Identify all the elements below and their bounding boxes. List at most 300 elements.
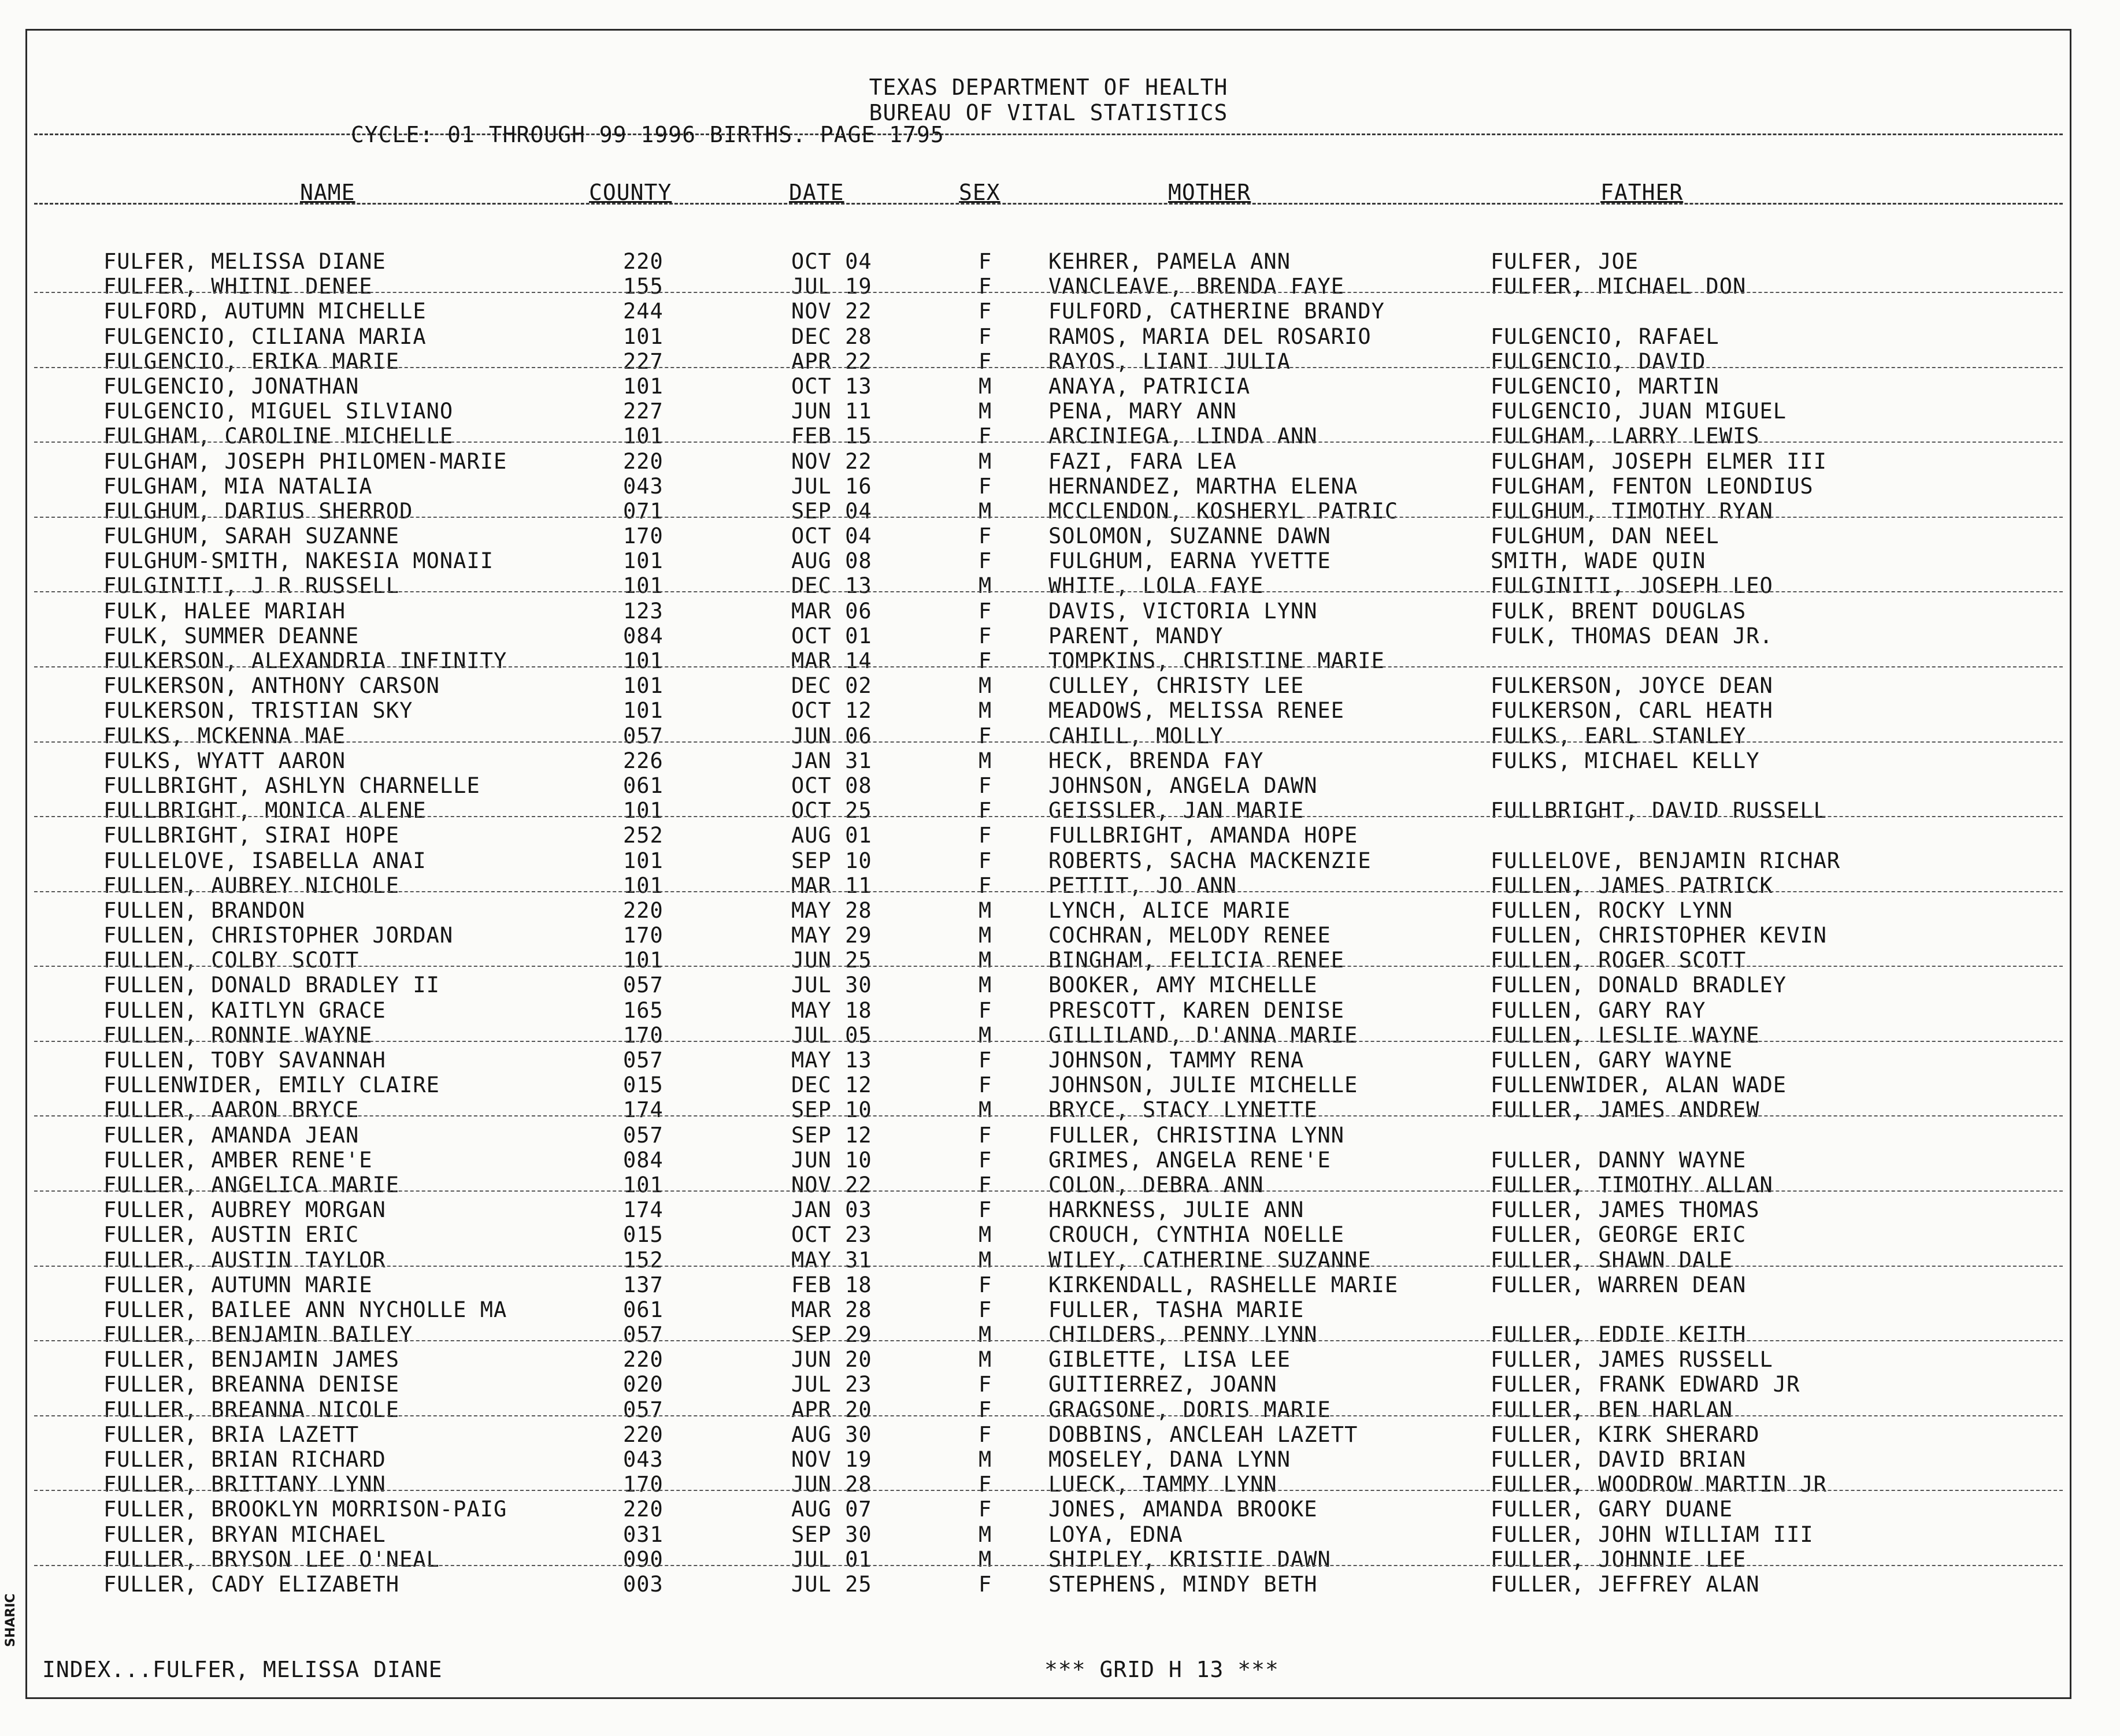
record-county: 170 [623,1022,664,1048]
record-mother: ANAYA, PATRICIA [1048,373,1251,399]
record-mother: STEPHENS, MINDY BETH [1048,1571,1318,1597]
record-name: FULLER, BRITTANY LYNN [103,1472,386,1497]
record-father: FULLER, KIRK SHERARD [1491,1422,1760,1447]
birth-records-table [27,250,2070,1598]
record-sex: F [979,274,992,299]
record-mother: RAMOS, MARIA DEL ROSARIO [1048,324,1372,349]
record-mother: JOHNSON, TAMMY RENA [1048,1048,1304,1073]
bureau-title: BUREAU OF VITAL STATISTICS [869,100,1228,125]
record-mother: WILEY, CATHERINE SUZANNE [1048,1247,1372,1273]
record-county: 101 [623,1172,664,1197]
record-date: OCT 04 [791,524,872,549]
table-row [27,1523,2070,1548]
table-row [27,550,2070,574]
record-sex: F [979,848,992,873]
record-county: 155 [623,274,664,299]
record-date: SEP 10 [791,1097,872,1123]
record-county: 101 [623,873,664,898]
record-name: FULLER, AUSTIN ERIC [103,1222,359,1248]
record-date: JUL 25 [791,1571,872,1597]
table-row [27,1299,2070,1323]
record-father: FULLEN, ROCKY LYNN [1491,897,1733,923]
record-father: FULLELOVE, BENJAMIN RICHAR [1491,848,1841,873]
record-mother: PENA, MARY ANN [1048,399,1237,424]
record-county: 101 [623,648,664,673]
record-father: FULLEN, ROGER SCOTT [1491,948,1747,973]
record-date: AUG 08 [791,548,872,574]
record-date: SEP 30 [791,1522,872,1547]
table-row [27,1024,2070,1049]
record-father: FULLEN, JAMES PATRICK [1491,873,1773,898]
table-row [27,899,2070,924]
record-date: JUN 11 [791,399,872,424]
record-county: 101 [623,424,664,449]
record-date: JUL 23 [791,1372,872,1397]
table-row [27,1124,2070,1149]
record-name: FULLEN, TOBY SAVANNAH [103,1048,386,1073]
record-sex: F [979,1472,992,1497]
record-sex: M [979,948,992,973]
record-county: 170 [623,1472,664,1497]
table-row [27,949,2070,974]
record-name: FULLEN, CHRISTOPHER JORDAN [103,923,454,948]
table-row [27,799,2070,824]
table-row [27,475,2070,500]
record-name: FULKERSON, TRISTIAN SKY [103,698,413,724]
record-date: NOV 22 [791,448,872,474]
record-name: FULFER, MELISSA DIANE [103,249,386,274]
table-row [27,650,2070,674]
record-mother: JONES, AMANDA BROOKE [1048,1497,1318,1522]
table-row [27,325,2070,350]
record-county: 057 [623,973,664,998]
record-name: FULLENWIDER, EMILY CLAIRE [103,1073,440,1098]
record-father: FULGHUM, TIMOTHY RYAN [1491,498,1773,524]
record-county: 123 [623,598,664,624]
record-date: APR 20 [791,1397,872,1422]
record-date: JAN 31 [791,748,872,773]
record-mother: FULLBRIGHT, AMANDA HOPE [1048,823,1358,848]
record-mother: DOBBINS, ANCLEAH LAZETT [1048,1422,1358,1447]
record-sex: F [979,873,992,898]
record-father: FULLER, TIMOTHY ALLAN [1491,1172,1773,1197]
record-mother: GIBLETTE, LISA LEE [1048,1347,1291,1373]
record-name: FULGINITI, J R RUSSELL [103,573,400,599]
record-date: NOV 22 [791,1172,872,1197]
record-date: JUN 10 [791,1147,872,1173]
record-father: FULGINITI, JOSEPH LEO [1491,573,1773,599]
record-mother: MOSELEY, DANA LYNN [1048,1447,1291,1472]
record-father: FULLER, GARY DUANE [1491,1497,1733,1522]
record-name: FULLER, AMBER RENE'E [103,1147,373,1173]
record-mother: GRAGSONE, DORIS MARIE [1048,1397,1331,1422]
record-father: FULGHAM, FENTON LEONDIUS [1491,473,1814,499]
record-name: FULLER, CADY ELIZABETH [103,1571,400,1597]
record-name: FULLER, BAILEE ANN NYCHOLLE MA [103,1297,507,1322]
record-date: JUN 25 [791,948,872,973]
record-county: 015 [623,1073,664,1098]
table-row [27,574,2070,599]
record-sex: M [979,748,992,773]
record-sex: F [979,1073,992,1098]
record-sex: M [979,1522,992,1547]
record-mother: HECK, BRENDA FAY [1048,748,1264,773]
record-mother: CROUCH, CYNTHIA NOELLE [1048,1222,1345,1248]
record-county: 031 [623,1522,664,1547]
record-county: 244 [623,299,664,324]
record-father: FULLER, WARREN DEAN [1491,1272,1747,1297]
record-name: FULGHUM-SMITH, NAKESIA MONAII [103,548,494,574]
column-header-rule [34,203,2063,205]
record-name: FULFER, WHITNI DENEE [103,274,373,299]
record-date: MAR 28 [791,1297,872,1322]
table-row [27,1473,2070,1498]
record-mother: GRIMES, ANGELA RENE'E [1048,1147,1331,1173]
table-row [27,1074,2070,1099]
department-title: TEXAS DEPARTMENT OF HEALTH [869,75,1228,100]
record-mother: KIRKENDALL, RASHELLE MARIE [1048,1272,1399,1297]
table-row [27,1174,2070,1199]
record-county: 015 [623,1222,664,1248]
record-date: NOV 22 [791,299,872,324]
record-mother: MCCLENDON, KOSHERYL PATRIC [1048,498,1399,524]
record-father: FULGENCIO, JUAN MIGUEL [1491,399,1787,424]
record-mother: PRESCOTT, KAREN DENISE [1048,997,1345,1023]
record-county: 174 [623,1097,664,1123]
record-sex: F [979,424,992,449]
table-row [27,1199,2070,1223]
record-name: FULLER, AUBREY MORGAN [103,1197,386,1223]
record-mother: FULFORD, CATHERINE BRANDY [1048,299,1385,324]
record-mother: CHILDERS, PENNY LYNN [1048,1322,1318,1348]
record-sex: M [979,1022,992,1048]
record-name: FULLER, AUTUMN MARIE [103,1272,373,1297]
record-name: FULLER, BRIA LAZETT [103,1422,359,1447]
record-name: FULLER, AMANDA JEAN [103,1122,359,1148]
record-mother: FULLER, CHRISTINA LYNN [1048,1122,1345,1148]
record-county: 101 [623,948,664,973]
cycle-info: CYCLE: 01 THROUGH 99 1996 BIRTHS. PAGE 1795 [351,122,944,147]
table-row [27,924,2070,949]
column-header-father: FATHER [1600,180,1684,205]
table-row [27,774,2070,799]
record-sex: F [979,773,992,798]
record-sex: M [979,673,992,699]
record-mother: RAYOS, LIANI JULIA [1048,348,1291,374]
record-name: FULLELOVE, ISABELLA ANAI [103,848,427,873]
record-sex: M [979,448,992,474]
record-name: FULLER, BENJAMIN JAMES [103,1347,400,1373]
record-date: DEC 28 [791,324,872,349]
record-name: FULLEN, KAITLYN GRACE [103,997,386,1023]
record-mother: BRYCE, STACY LYNETTE [1048,1097,1318,1123]
record-date: JUL 05 [791,1022,872,1048]
record-date: OCT 12 [791,698,872,724]
record-sex: F [979,299,992,324]
record-sex: F [979,473,992,499]
record-sex: M [979,1347,992,1373]
column-header-sex: SEX [959,180,1000,205]
record-county: 043 [623,473,664,499]
record-sex: F [979,1122,992,1148]
record-father: FULFER, MICHAEL DON [1491,274,1747,299]
record-county: 057 [623,1048,664,1073]
record-father: FULLEN, CHRISTOPHER KEVIN [1491,923,1827,948]
table-row [27,874,2070,899]
record-father: SMITH, WADE QUIN [1491,548,1706,574]
record-date: MAR 14 [791,648,872,673]
record-mother: JOHNSON, JULIE MICHELLE [1048,1073,1358,1098]
record-mother: FULGHUM, EARNA YVETTE [1048,548,1331,574]
record-sex: F [979,1048,992,1073]
record-county: 252 [623,823,664,848]
record-mother: ARCINIEGA, LINDA ANN [1048,424,1318,449]
record-mother: PETTIT, JO ANN [1048,873,1237,898]
record-sex: M [979,1247,992,1273]
record-county: 084 [623,1147,664,1173]
record-mother: FULLER, TASHA MARIE [1048,1297,1304,1322]
record-name: FULLER, AUSTIN TAYLOR [103,1247,386,1273]
record-name: FULGHAM, CAROLINE MICHELLE [103,424,454,449]
column-header-date: DATE [789,180,844,205]
record-county: 227 [623,399,664,424]
record-county: 057 [623,1397,664,1422]
record-date: MAY 28 [791,897,872,923]
record-sex: F [979,1272,992,1297]
record-mother: SOLOMON, SUZANNE DAWN [1048,524,1331,549]
record-name: FULGENCIO, JONATHAN [103,373,359,399]
record-father: FULLER, JAMES ANDREW [1491,1097,1760,1123]
record-sex: F [979,1397,992,1422]
record-date: AUG 01 [791,823,872,848]
record-sex: F [979,348,992,374]
record-mother: HARKNESS, JULIE ANN [1048,1197,1304,1223]
record-sex: M [979,1546,992,1572]
record-father: FULK, THOMAS DEAN JR. [1491,623,1773,648]
table-row [27,500,2070,525]
record-date: NOV 19 [791,1447,872,1472]
record-date: MAY 18 [791,997,872,1023]
record-date: AUG 30 [791,1422,872,1447]
record-father: FULLENWIDER, ALAN WADE [1491,1073,1787,1098]
record-name: FULLER, BROOKLYN MORRISON-PAIG [103,1497,507,1522]
record-county: 084 [623,623,664,648]
table-row [27,1348,2070,1373]
column-header-mother: MOTHER [1168,180,1251,205]
record-father: FULLER, EDDIE KEITH [1491,1322,1747,1348]
record-father: FULLER, BEN HARLAN [1491,1397,1733,1422]
table-row [27,725,2070,750]
record-county: 220 [623,1347,664,1373]
column-header-name: NAME [300,180,355,205]
record-father: FULLER, SHAWN DALE [1491,1247,1733,1273]
record-date: OCT 25 [791,798,872,824]
record-county: 020 [623,1372,664,1397]
record-date: JUL 30 [791,973,872,998]
record-father: FULLER, GEORGE ERIC [1491,1222,1747,1248]
table-row [27,850,2070,874]
table-row [27,750,2070,774]
record-date: DEC 13 [791,573,872,599]
record-father: FULLER, JOHNNIE LEE [1491,1546,1747,1572]
record-date: SEP 04 [791,498,872,524]
record-date: MAY 31 [791,1247,872,1273]
table-row [27,1373,2070,1398]
record-date: SEP 12 [791,1122,872,1148]
record-father: FULGHAM, JOSEPH ELMER III [1491,448,1827,474]
record-date: OCT 04 [791,249,872,274]
record-date: JUN 28 [791,1472,872,1497]
record-sex: F [979,548,992,574]
record-father: FULGHUM, DAN NEEL [1491,524,1719,549]
record-sex: M [979,498,992,524]
record-mother: GILLILAND, D'ANNA MARIE [1048,1022,1358,1048]
table-row [27,999,2070,1024]
table-row [27,1399,2070,1423]
record-father: FULLEN, GARY RAY [1491,997,1706,1023]
table-row [27,1573,2070,1598]
table-row [27,674,2070,699]
record-county: 057 [623,723,664,748]
record-sex: F [979,1147,992,1173]
record-sex: F [979,1422,992,1447]
record-mother: PARENT, MANDY [1048,623,1224,648]
table-row [27,1423,2070,1448]
record-mother: LYNCH, ALICE MARIE [1048,897,1291,923]
record-father: FULKS, MICHAEL KELLY [1491,748,1760,773]
record-name: FULKERSON, ANTHONY CARSON [103,673,440,699]
record-father: FULLER, DANNY WAYNE [1491,1147,1747,1173]
table-row [27,974,2070,999]
record-mother: GEISSLER, JAN MARIE [1048,798,1304,824]
record-county: 227 [623,348,664,374]
table-row [27,400,2070,425]
record-mother: BOOKER, AMY MICHELLE [1048,973,1318,998]
table-row [27,824,2070,849]
record-county: 101 [623,848,664,873]
record-father: FULGENCIO, DAVID [1491,348,1706,374]
record-date: MAR 11 [791,873,872,898]
record-date: JUL 01 [791,1546,872,1572]
table-row [27,1498,2070,1523]
record-county: 090 [623,1546,664,1572]
record-father: FULLER, WOODROW MARTIN JR [1491,1472,1827,1497]
record-sex: F [979,623,992,648]
record-date: APR 22 [791,348,872,374]
record-sex: F [979,823,992,848]
record-sex: M [979,1222,992,1248]
record-mother: CULLEY, CHRISTY LEE [1048,673,1304,699]
record-father: FULLEN, GARY WAYNE [1491,1048,1733,1073]
record-county: 165 [623,997,664,1023]
page-frame [25,29,2071,1699]
side-label: SHARIC [3,1593,18,1647]
table-row [27,450,2070,475]
record-sex: F [979,1297,992,1322]
record-county: 061 [623,773,664,798]
record-father: FULLER, FRANK EDWARD JR [1491,1372,1800,1397]
record-date: MAY 29 [791,923,872,948]
record-date: FEB 18 [791,1272,872,1297]
record-sex: F [979,598,992,624]
record-father: FULLEN, DONALD BRADLEY [1491,973,1787,998]
record-name: FULLER, AARON BRYCE [103,1097,359,1123]
record-date: DEC 02 [791,673,872,699]
record-name: FULLBRIGHT, ASHLYN CHARNELLE [103,773,480,798]
table-row [27,699,2070,724]
record-county: 220 [623,897,664,923]
record-mother: COLON, DEBRA ANN [1048,1172,1264,1197]
record-date: OCT 13 [791,373,872,399]
table-row [27,1049,2070,1074]
record-father: FULFER, JOE [1491,249,1639,274]
record-county: 061 [623,1297,664,1322]
record-sex: F [979,1172,992,1197]
record-date: OCT 01 [791,623,872,648]
record-county: 043 [623,1447,664,1472]
record-county: 170 [623,923,664,948]
record-father: FULLBRIGHT, DAVID RUSSELL [1491,798,1827,824]
record-father: FULK, BRENT DOUGLAS [1491,598,1747,624]
record-county: 152 [623,1247,664,1273]
record-county: 220 [623,1422,664,1447]
record-father: FULLER, JAMES THOMAS [1491,1197,1760,1223]
record-county: 220 [623,448,664,474]
record-sex: M [979,1322,992,1348]
table-row [27,625,2070,650]
record-name: FULLER, BREANNA NICOLE [103,1397,400,1422]
record-date: FEB 15 [791,424,872,449]
table-row [27,1323,2070,1348]
record-name: FULLER, BRIAN RICHARD [103,1447,386,1472]
record-sex: F [979,1571,992,1597]
record-mother: GUITIERREZ, JOANN [1048,1372,1277,1397]
record-county: 101 [623,798,664,824]
record-date: SEP 29 [791,1322,872,1348]
record-county: 101 [623,573,664,599]
record-county: 220 [623,249,664,274]
record-name: FULKERSON, ALEXANDRIA INFINITY [103,648,507,673]
record-date: MAR 06 [791,598,872,624]
record-sex: F [979,1197,992,1223]
record-county: 101 [623,324,664,349]
record-father: FULKS, EARL STANLEY [1491,723,1747,748]
record-date: JUL 19 [791,274,872,299]
record-father: FULLEN, LESLIE WAYNE [1491,1022,1760,1048]
record-date: MAY 13 [791,1048,872,1073]
record-sex: F [979,1372,992,1397]
record-name: FULGHAM, JOSEPH PHILOMEN-MARIE [103,448,507,474]
record-father: FULLER, DAVID BRIAN [1491,1447,1747,1472]
record-name: FULLEN, DONALD BRADLEY II [103,973,440,998]
record-sex: F [979,798,992,824]
table-row [27,525,2070,550]
record-sex: M [979,973,992,998]
record-date: JAN 03 [791,1197,872,1223]
record-name: FULKS, MCKENNA MAE [103,723,346,748]
record-mother: COCHRAN, MELODY RENEE [1048,923,1331,948]
record-name: FULGENCIO, ERIKA MARIE [103,348,400,374]
record-mother: JOHNSON, ANGELA DAWN [1048,773,1318,798]
record-name: FULGHUM, SARAH SUZANNE [103,524,400,549]
record-name: FULLEN, AUBREY NICHOLE [103,873,400,898]
table-row [27,350,2070,375]
record-sex: F [979,524,992,549]
table-row [27,1548,2070,1573]
record-county: 003 [623,1571,664,1597]
table-row [27,250,2070,275]
record-county: 174 [623,1197,664,1223]
